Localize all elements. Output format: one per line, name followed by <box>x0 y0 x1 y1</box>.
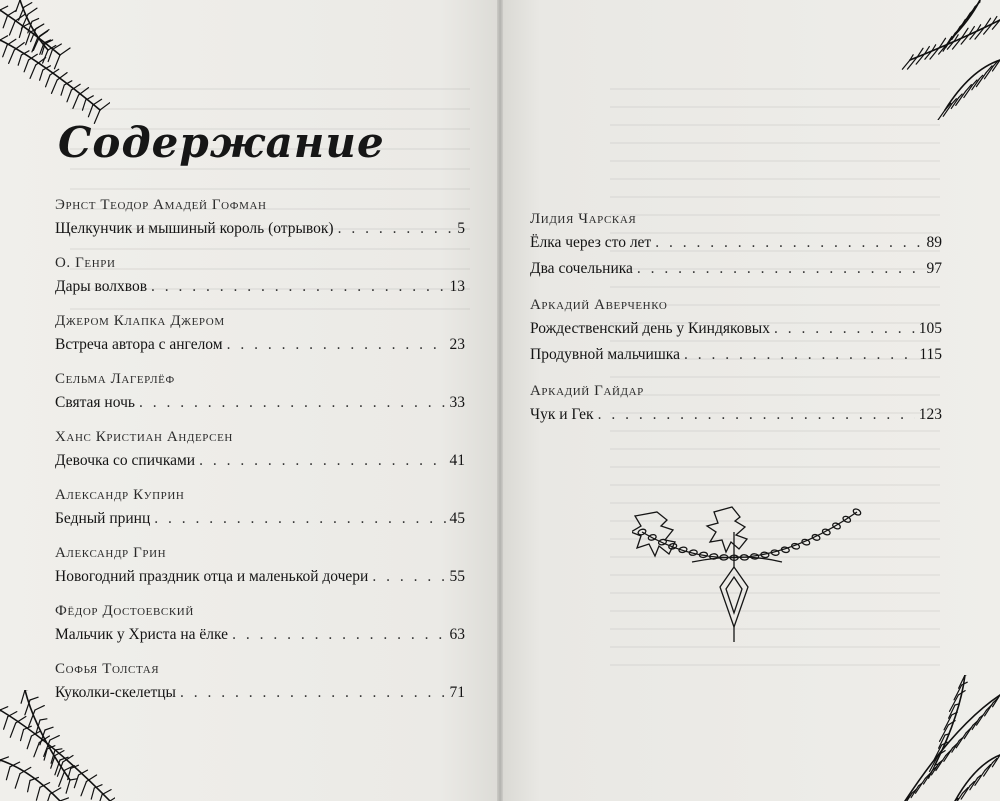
toc-page-number: 23 <box>449 336 465 353</box>
dot-leader <box>774 316 915 342</box>
toc-entry[interactable] <box>530 316 942 342</box>
dot-leader <box>655 230 922 256</box>
toc-page-number: 41 <box>449 452 465 469</box>
toc-author: Фёдор Достоевский <box>55 603 194 619</box>
toc-group <box>55 600 465 648</box>
toc-group <box>530 380 942 428</box>
toc-group <box>55 252 465 300</box>
toc-author: Джером Клапка Джером <box>55 313 225 329</box>
toc-page-number: 89 <box>926 234 942 251</box>
dot-leader <box>232 622 445 648</box>
toc-entry[interactable] <box>55 390 465 416</box>
spruce-branch-top-right-icon <box>890 0 1000 120</box>
dot-leader <box>227 332 446 358</box>
toc-group <box>55 194 465 242</box>
dot-leader <box>139 390 446 416</box>
toc-page-number: 71 <box>449 684 465 701</box>
toc-entry[interactable] <box>55 448 465 474</box>
toc-page-number: 115 <box>919 346 942 363</box>
toc-page-number: 5 <box>457 220 465 237</box>
toc-group <box>55 484 465 532</box>
toc-page-number: 45 <box>449 510 465 527</box>
spruce-branch-bottom-right-icon <box>895 675 1000 801</box>
toc-entry-title: Новогодний праздник отца и маленькой дочери <box>55 568 369 585</box>
toc-entry-title: Бедный принц <box>55 510 151 527</box>
dot-leader <box>372 564 445 590</box>
toc-entry-title: Дары волхвов <box>55 278 148 295</box>
toc-entry[interactable] <box>530 230 942 256</box>
toc-author: Александр Грин <box>55 545 167 561</box>
toc-entry[interactable] <box>55 332 465 358</box>
toc-entry-title: Встреча автора с ангелом <box>55 336 223 353</box>
dot-leader <box>598 402 915 428</box>
toc-entry[interactable] <box>530 256 942 282</box>
toc-page-number: 33 <box>449 394 465 411</box>
toc-group <box>55 658 465 706</box>
toc-entry-title: Рождественский день у Киндяковых <box>530 320 770 337</box>
toc-author: Александр Куприн <box>55 487 185 503</box>
toc-entry-title: Девочка со спичками <box>55 452 196 469</box>
dot-leader <box>180 680 446 706</box>
toc-page-number: 13 <box>449 278 465 295</box>
toc-entry-title: Щелкунчик и мышиный король (отрывок) <box>55 220 334 237</box>
toc-entry[interactable] <box>55 506 465 532</box>
toc-entry-title: Ёлка через сто лет <box>530 234 652 251</box>
toc-page-number: 97 <box>926 260 942 277</box>
dot-leader <box>154 506 445 532</box>
dot-leader <box>199 448 445 474</box>
toc-author: Аркадий Аверченко <box>530 297 668 313</box>
toc-page-number: 63 <box>449 626 465 643</box>
toc-entry[interactable] <box>55 274 465 300</box>
toc-group <box>55 310 465 358</box>
dot-leader <box>684 342 915 368</box>
toc-entry-title: Продувной мальчишка <box>530 346 680 363</box>
toc-entry-title: Мальчик у Христа на ёлке <box>55 626 229 643</box>
toc-group <box>530 208 942 282</box>
toc-group <box>55 542 465 590</box>
toc-right-column <box>530 208 942 440</box>
garland-ornament-icon <box>632 492 867 652</box>
toc-author: Ханс Кристиан Андерсен <box>55 429 233 445</box>
toc-author: Софья Толстая <box>55 661 160 677</box>
toc-author: Аркадий Гайдар <box>530 383 644 399</box>
contents-title: Содержание <box>58 118 385 167</box>
toc-author: Эрнст Теодор Амадей Гофман <box>55 197 267 213</box>
toc-page-number: 105 <box>918 320 942 337</box>
dot-leader <box>637 256 923 282</box>
toc-group <box>55 426 465 474</box>
spruce-branch-top-left-icon <box>0 0 110 130</box>
book-gutter <box>497 0 503 801</box>
toc-author: Сельма Лагерлёф <box>55 371 175 387</box>
toc-group <box>530 294 942 368</box>
toc-page-number: 55 <box>449 568 465 585</box>
toc-entry[interactable] <box>55 622 465 648</box>
toc-entry[interactable] <box>55 564 465 590</box>
toc-entry[interactable] <box>55 680 465 706</box>
toc-entry[interactable] <box>530 342 942 368</box>
toc-entry[interactable] <box>55 216 465 242</box>
toc-author: Лидия Чарская <box>530 211 637 227</box>
toc-author: О. Генри <box>55 255 116 271</box>
dot-leader <box>151 274 445 300</box>
toc-entry-title: Чук и Гек <box>530 406 594 423</box>
toc-entry-title: Два сочельника <box>530 260 633 277</box>
toc-group <box>55 368 465 416</box>
toc-page-number: 123 <box>918 406 942 423</box>
toc-entry-title: Куколки-скелетцы <box>55 684 176 701</box>
toc-entry-title: Святая ночь <box>55 394 135 411</box>
dot-leader <box>338 216 454 242</box>
toc-entry[interactable] <box>530 402 942 428</box>
toc-left-column <box>55 194 465 716</box>
